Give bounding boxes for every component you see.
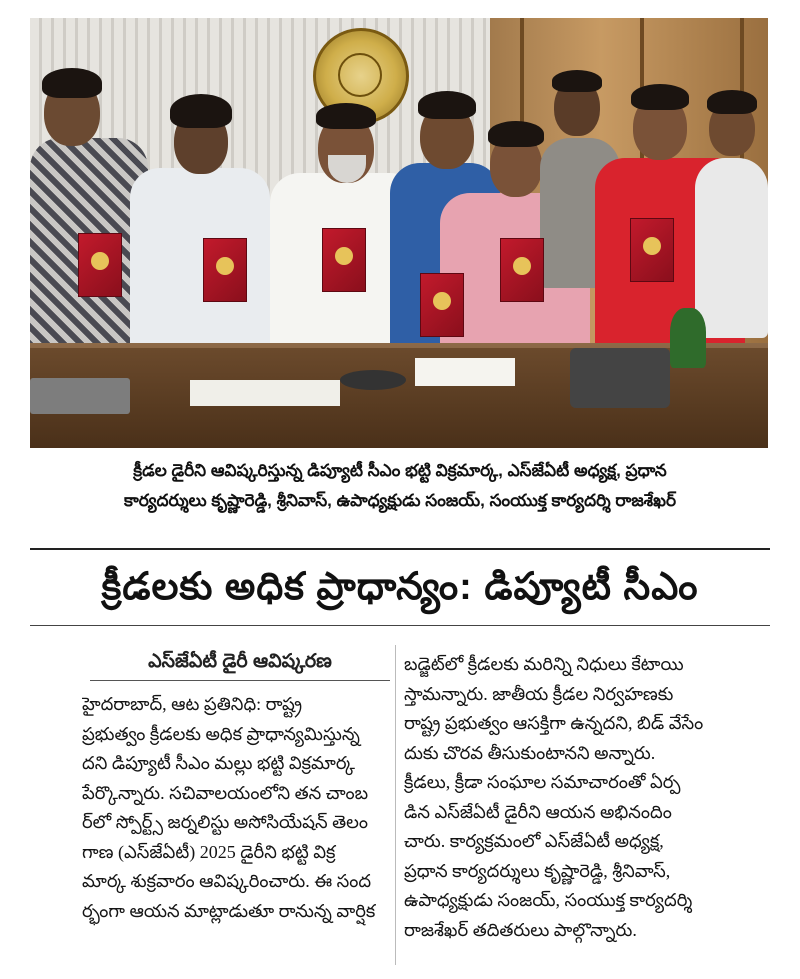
text-line: చారు. కార్యక్రమంలో ఎస్‌జేఏటీ అధ్యక్ష, (404, 831, 664, 851)
caption-rule (30, 548, 770, 550)
text-line: ర్‌లో స్పోర్ట్స్ జర్నలిస్టు అసోసియేషన్ తెలం (82, 812, 369, 832)
papers-2 (415, 358, 515, 386)
text-line: గాణ (ఎస్‌జేఏటీ) 2025 డైరీని భట్టి విక్ర (82, 841, 336, 862)
text-line: హైదరాబాద్, ఆట ప్రతినిధి: రాష్ట్ర (82, 694, 303, 714)
microphone (340, 370, 406, 390)
diary-book-2 (203, 238, 247, 302)
diary-book-4 (420, 273, 464, 337)
column-divider (395, 645, 396, 965)
text-line: ఉపాధ్యక్షుడు సంజయ్, సంయుక్త కార్యదర్శి (404, 890, 693, 910)
photo-caption (50, 456, 750, 516)
headline-rule (30, 625, 770, 626)
headline: క్రీడలకు అధిక ప్రాధాన్యం: డిప్యూటీ సీఎం (101, 566, 699, 608)
text-line: ర్భంగా ఆయన మాట్లాడుతూ రానున్న వార్షిక (82, 900, 376, 921)
diary-book-1 (78, 233, 122, 297)
text-line: మార్క శుక్రవారం ఆవిష్కరించారు. ఈ సంద (82, 871, 372, 891)
papers (190, 380, 340, 406)
text-line: పేర్కొన్నారు. సచివాలయంలోని తన చాంబ (82, 782, 369, 803)
text-line: క్రీడలు, క్రీడా సంఘాల సమాచారంతో ఏర్ప (404, 772, 681, 792)
diary-book-5 (500, 238, 544, 302)
text-line: దుకు చొరవ తీసుకుంటానని అన్నారు. (404, 742, 656, 763)
text-line: ప్రధాన కార్యదర్శులు కృష్ణారెడ్డి, శ్రీనివాస్, (404, 860, 671, 881)
flower-vase (670, 308, 706, 368)
subheading-rule (90, 680, 390, 681)
caption-line-2: కార్యదర్శులు కృష్ణారెడ్డి, శ్రీనివాస్, ఉపాధ్యక్షుడు సంజయ్, సంయుక్త కార్యదర్శి రాజశేఖర్ (123, 491, 677, 510)
article-right-column (404, 650, 772, 945)
desk-phone (570, 348, 670, 408)
article-left-column (82, 690, 386, 926)
subheading: ఎస్‌జేఏటీ డైరీ ఆవిష్కరణ (148, 651, 332, 672)
text-line: రాష్ట్ర ప్రభుత్వం ఆసక్తిగా ఉన్నదని, బిడ్ వేసేం (404, 713, 704, 733)
news-photo (30, 18, 768, 448)
diary-book-3 (322, 228, 366, 292)
text-line: ప్రభుత్వం క్రీడలకు అధిక ప్రాధాన్యమిస్తున్న (82, 723, 360, 744)
text-line: డిన ఎస్‌జేఏటీ డైరీని ఆయన అభినందిం (404, 801, 672, 822)
text-line: రాజశేఖర్ తదితరులు పాల్గొన్నారు. (404, 919, 637, 940)
diary-book-6 (630, 218, 674, 282)
text-line: బడ్జెట్‌లో క్రీడలకు మరిన్ని నిధులు కేటాయి (404, 654, 684, 674)
caption-line-1: క్రీడల డైరీని ఆవిష్కరిస్తున్న డిప్యూటీ సీఎం భట్టి విక్రమార్క, ఎస్‌జేఏటీ అధ్యక్ష, ప్రధాన (133, 461, 667, 480)
laptop (30, 378, 130, 414)
text-line: స్తామన్నారు. జాతీయ క్రీడల నిర్వహణకు (404, 683, 674, 704)
text-line: దని డిప్యూటీ సీఎం మల్లు భట్టి విక్రమార్క (82, 753, 356, 773)
